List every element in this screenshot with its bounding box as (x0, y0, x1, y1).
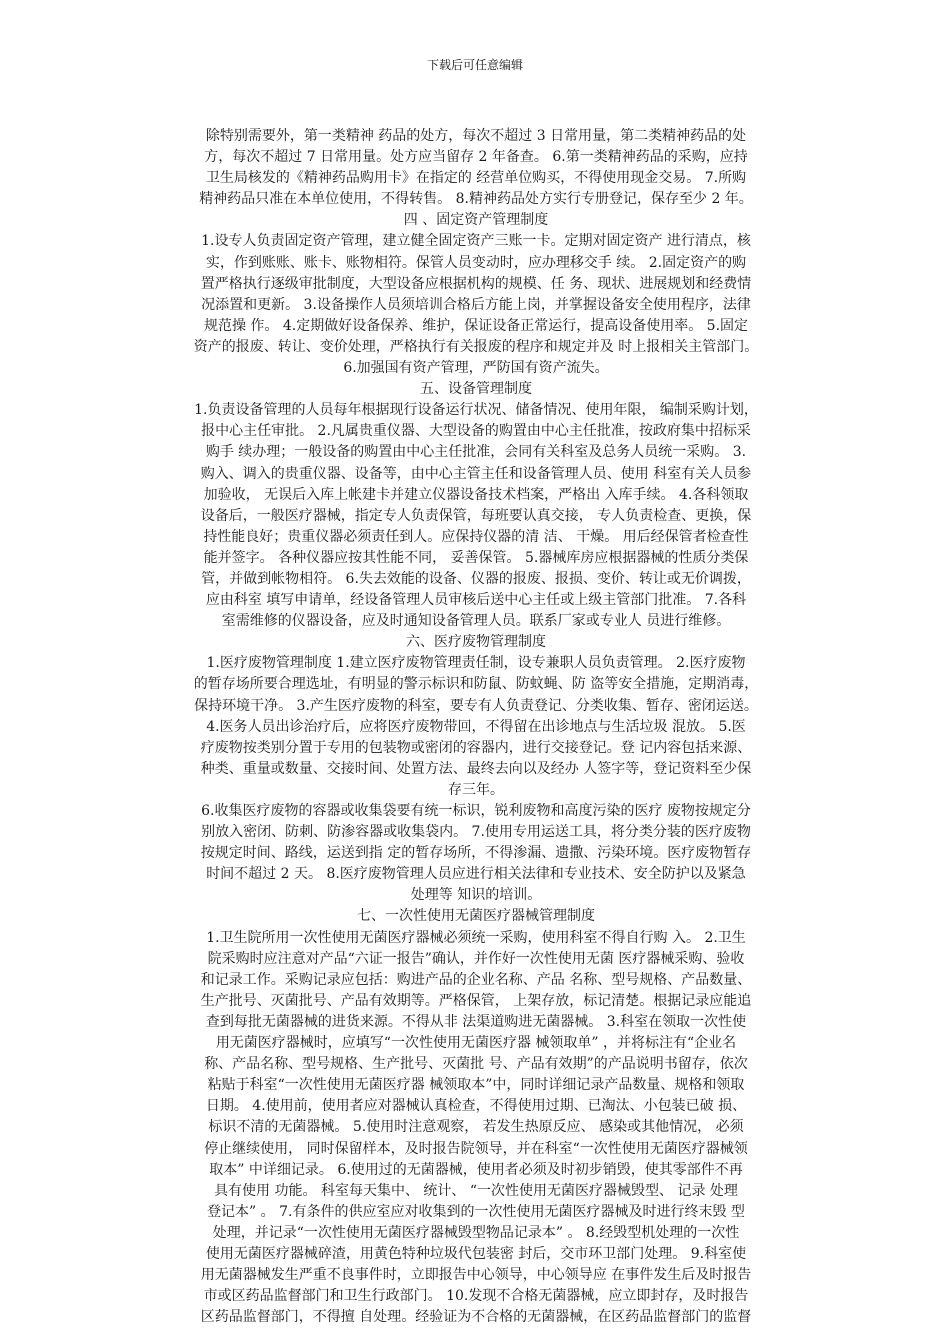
text-line: 设备后，一般医疗器械，指定专人负责保管，每班要认真交接， 专人负责检查、更换，保 (200, 507, 752, 524)
text-line: 停止继续使用， 同时保留样本，及时报告院领导，并在科室“一次性使用无菌医疗器械领 (204, 1140, 748, 1157)
text-line: 登记本” 。 7.有条件的供应室应对收集到的一次性使用无菌医疗器械及时进行终末毁 型 (207, 1203, 745, 1220)
text-line: 持性能良好；贵重仪器必须责任到人。应保持仪器的清 洁、 干燥。 用后经保管者检查性 (203, 528, 749, 545)
text-line: 称、产品名称、型号规格、生产批号、灭菌批 号、产品有效期”的产品说明书留存，依次 (204, 1056, 748, 1073)
text-line: 存三年。 (448, 781, 504, 798)
text-line: 除特别需要外，第一类精神 药品的处方，每次不超过 3 日常用量，第二类精神药品的处 (205, 128, 747, 144)
text-line: 室需维修的仪器设备，应及时通知设备管理人员。联系厂家或专业人 员进行维修。 (221, 613, 731, 630)
text-line: 按规定时间、路线，运送到指 定的暂存场所，不得渗漏、遗撒、污染环境。医疗废物暂存 (200, 845, 752, 862)
text-line: 取本” 中详细记录。 6.使用过的无菌器械，使用者必须及时初步销毁，使其零部件不再 (209, 1161, 743, 1178)
text-line: 日期。 4.使用前，使用者应对器械认真检查，不得使用过期、已淘汰、小包装已破 损、 (205, 1098, 747, 1115)
text-line: 况添置和更新。 3.设备操作人员须培训合格后方能上岗，并掌握设备安全使用程序，法律 (201, 296, 751, 313)
text-line: 处理等 知识的培训。 (410, 887, 542, 904)
text-line: 粘贴于科室“一次性使用无菌医疗器 械领取本”中，同时详细记录产品数量、规格和领取 (207, 1077, 745, 1094)
text-line: 购手 续办理；一般设备的购置由中心主任批准，会同有关科室及总务人员统一采购。 3. (205, 444, 747, 461)
text-line: 6.加强国有资产管理，严防国有资产流失。 (343, 360, 609, 377)
text-line: 4.医务人员出诊治疗后，应将医疗废物带回，不得留在出诊地点与生活垃圾 混放。 5.医 (206, 718, 746, 735)
text-line: 实，作到账账、账卡、账物相符。保管人员变动时，应办理移交手 续。 2.固定资产的购 (205, 254, 747, 271)
text-line: 1.卫生院所用一次性使用无菌医疗器械必须统一采购，使用科室不得自行购 入。 2.卫生 (206, 929, 746, 946)
text-line: 报中心主任审批。 2.凡属贵重仪器、大型设备的购置由中心主任批准，按政府集中招标采 (201, 423, 751, 440)
section-heading: 七、一次性使用无菌医疗器械管理制度 (357, 908, 595, 925)
text-line: 置严格执行逐级审批制度，大型设备应根据机构的规模、任 务、现状、进展规划和经费情 (200, 275, 752, 292)
text-line: 管，并做到帐物相符。 6.失去效能的设备、仪器的报废、报损、变价、转让或无价调拨， (201, 570, 751, 587)
text-line: 用无菌器械发生严重不良事件时，立即报告中心领导，中心领导应 在事件发生后及时报告 (200, 1267, 752, 1284)
text-line: 购入、调入的贵重仪器、设备等，由中心主管主任和设备管理人员、使用 科室有关人员参 (200, 465, 752, 482)
text-line: 方，每次不超过 7 日常用量。处方应当留存 2 年备查。 6.第一类精神药品的采购，应持 (204, 149, 748, 166)
text-line: 保持环境干净。 3.产生医疗废物的科室，要专有人负责登记、分类收集、暂存、密闭运送。 (194, 697, 758, 714)
text-line: 卫生局核发的《精神药品购用卡》在指定的 经营单位购买，不得使用现金交易。 7.所购 (205, 170, 747, 187)
text-line: 1.设专人负责固定资产管理，建立健全固定资产三账一卡。定期对固定资产 进行清点，核 (201, 233, 751, 250)
section-heading: 五、设备管理制度 (420, 381, 532, 398)
text-line: 精神药品只准在本单位使用，不得转售。 8.精神药品处方实行专册登记，保存至少 2 年。 (199, 191, 753, 208)
text-line: 应由科室 填写申请单，经设备管理人员审核后送中心主任或上级主管部门批准。 7.各科 (205, 592, 747, 609)
text-line: 标识不清的无菌器械。 5.使用时注意观察， 若发生热原反应、 感染或其他情况， 必须 (208, 1119, 744, 1136)
text-line: 处理，并记录“一次性使用无菌医疗器械毁型物品记录本” 。 8.经毁型机处理的一次性 (212, 1224, 740, 1241)
document-body (142, 126, 810, 1328)
text-line: 和记录工作。采购记录应包括：购进产品的企业名称、产品 名称、型号规格、产品数量、 (200, 971, 752, 988)
text-line: 市或区药品监督部门和卫生行政部门。 10.发现不合格无菌器械，应立即封存，及时报告 (203, 1288, 749, 1305)
text-line: 查到每批无菌器械的进货来源。不得从非 法渠道购进无菌器械。 3.科室在领取一次性使 (205, 1013, 747, 1030)
text-line: 资产的报废、转让、变价处理，严格执行有关报废的程序和规定并及 时上报相关主管部门。 (193, 338, 759, 355)
text-line: 区药品监督部门，不得擅 自处理。经验证为不合格的无菌器械，在区药品监督部门的监督 (200, 1309, 752, 1326)
text-line: 1.负责设备管理的人员每年根据现行设备运行状况、储备情况、使用年限， 编制采购计划， (194, 402, 758, 419)
text-line: 能并签字。 各种仪器应按其性能不同， 妥善保管。 5.器械库房应根据器械的性质分类保 (203, 549, 749, 566)
page-header: 下载后可任意编辑 (426, 58, 523, 72)
text-line: 的暂存场所要合理选址，有明显的警示标识和防鼠、防蚊蝇、防 盗等安全措施，定期消毒， (193, 676, 759, 693)
text-line: 疗废物按类别分置于专用的包装物或密闭的容器内，进行交接登记。登 记内容包括来源、 (200, 739, 752, 756)
text-line: 院采购时应注意对产品“六证一报告”确认，并作好一次性使用无菌 医疗器械采购、验收 (207, 950, 745, 967)
section-heading: 六、医疗废物管理制度 (406, 634, 546, 651)
text-line: 用无菌医疗器械时，应填写“一次性使用无菌医疗器 械领取单” ，并将标注有“企业名 (215, 1035, 737, 1052)
text-line: 生产批号、灭菌批号、产品有效期等。严格保管， 上架存放，标记清楚。根据记录应能追 (200, 992, 752, 1009)
text-line: 规范操 作。 4.定期做好设备保养、维护，保证设备正常运行，提高设备使用率。 5.固定 (203, 317, 749, 334)
text-line: 加验收， 无误后入库上帐建卡并建立仪器设备技术档案，严格出 入库手续。 4.各科领取 (203, 486, 749, 503)
text-line: 时间不超过 2 天。 8.医疗废物管理人员应进行相关法律和专业技术、安全防护以及紧急 (206, 866, 746, 883)
text-line: 6.收集医疗废物的容器或收集袋要有统一标识，锐利废物和高度污染的医疗 废物按规定分 (201, 803, 751, 819)
text-line: 别放入密闭、防刺、防渗容器或收集袋内。 7.使用专用运送工具，将分类分装的医疗废物 (201, 824, 751, 841)
section-heading: 四 、固定资产管理制度 (403, 212, 549, 229)
text-line: 种类、重量或数量、交接时间、处置方法、最终去向以及经办 人签字等，登记资料至少保 (200, 760, 752, 777)
text-line: 使用无菌医疗器械碎渣，用黄色特种垃圾代包装密 封后，交市环卫部门处理。 9.科室使 (205, 1245, 747, 1262)
text-line: 1.医疗废物管理制度 1.建立医疗废物管理责任制，设专兼职人员负责管理。 2.医疗废物 (206, 655, 746, 672)
text-line: 具有使用 功能。 科室每天集中、 统计、 “一次性使用无菌医疗器械毁型、 记录 处理 (214, 1182, 738, 1199)
